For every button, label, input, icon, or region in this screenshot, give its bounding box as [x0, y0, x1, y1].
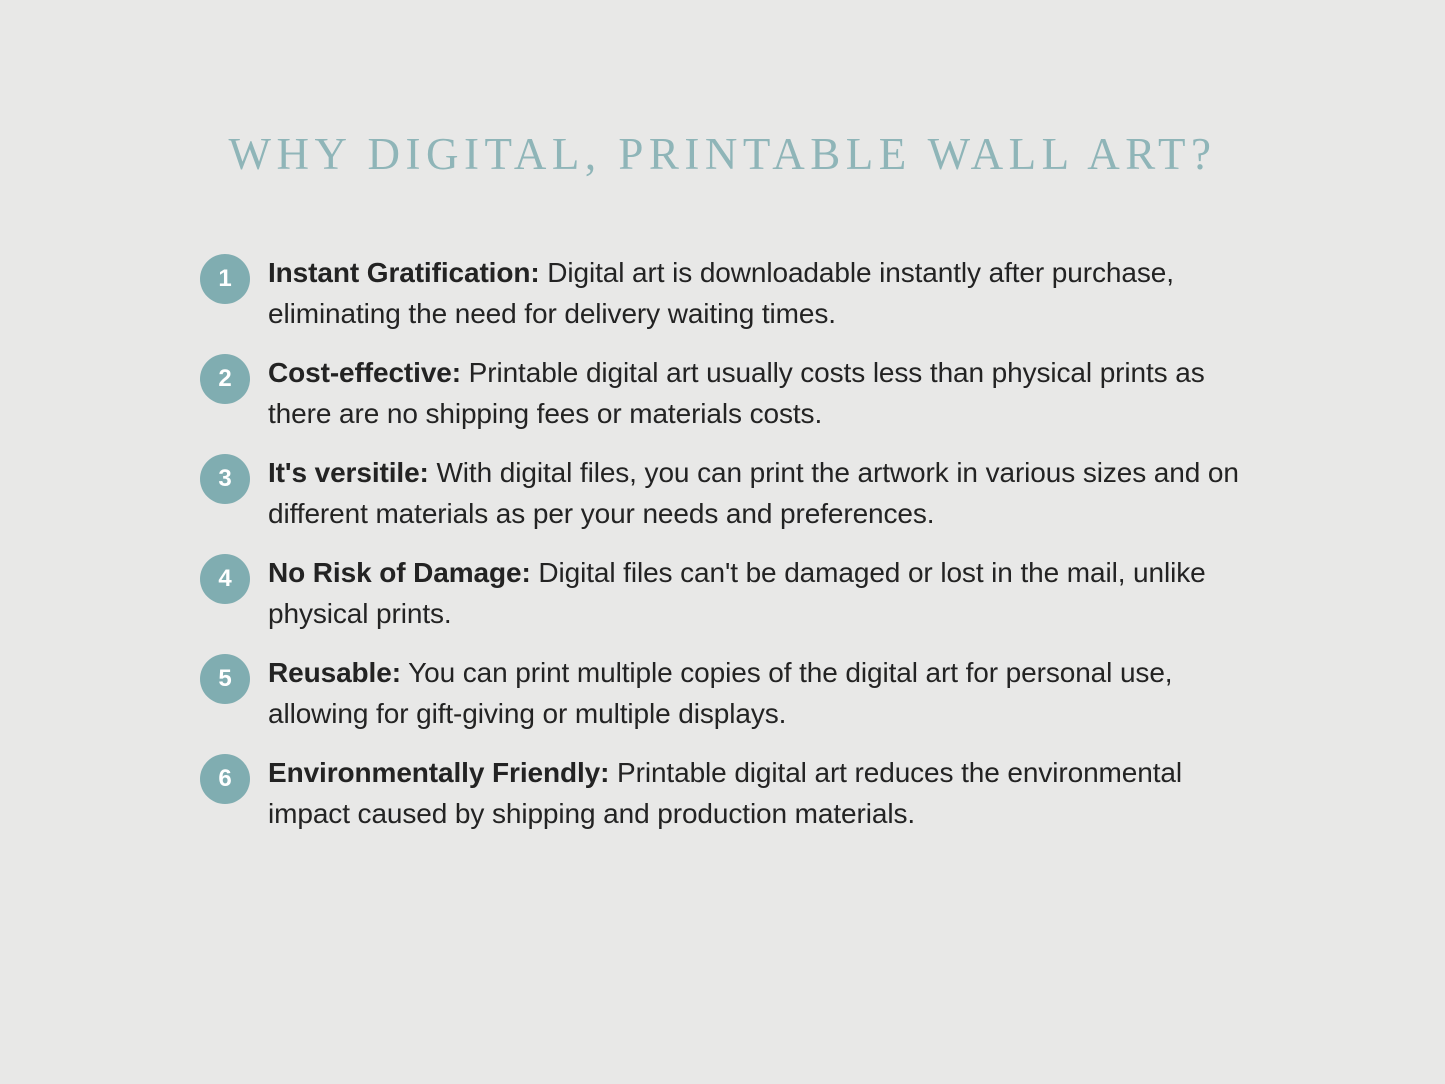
list-item-text — [268, 552, 1260, 634]
benefits-list — [200, 252, 1260, 852]
list-item-lead: Reusable: — [268, 657, 401, 688]
list-item — [200, 552, 1260, 634]
list-item-text — [268, 252, 1260, 334]
list-item-body: With digital files, you can print the artwork in various sizes and on different materials as per your needs and preferences. — [268, 457, 1239, 529]
list-item-lead: No Risk of Damage: — [268, 557, 531, 588]
list-item-body: Digital files can't be damaged or lost in the mail, unlike physical prints. — [268, 557, 1206, 629]
list-item — [200, 452, 1260, 534]
list-item — [200, 752, 1260, 834]
list-item-text — [268, 352, 1260, 434]
list-item-body: You can print multiple copies of the digital art for personal use, allowing for gift-giving or multiple displays. — [268, 657, 1173, 729]
list-item-number-badge: 3 — [200, 454, 250, 504]
list-item-text — [268, 752, 1260, 834]
list-item — [200, 652, 1260, 734]
list-item — [200, 252, 1260, 334]
list-item-lead: Cost-effective: — [268, 357, 461, 388]
list-item-number-badge: 1 — [200, 254, 250, 304]
list-item-body: Digital art is downloadable instantly after purchase, eliminating the need for delivery waiting times. — [268, 257, 1174, 329]
page-title: WHY DIGITAL, PRINTABLE WALL ART? — [228, 129, 1217, 179]
list-item-lead: Instant Gratification: — [268, 257, 540, 288]
list-item-text — [268, 652, 1260, 734]
list-item-text — [268, 452, 1260, 534]
list-item-body: Printable digital art usually costs less than physical prints as there are no shipping fees or materials costs. — [268, 357, 1205, 429]
list-item-body: Printable digital art reduces the environmental impact caused by shipping and production materials. — [268, 757, 1182, 829]
list-item-number-badge: 4 — [200, 554, 250, 604]
list-item — [200, 352, 1260, 434]
list-item-lead: It's versitile: — [268, 457, 429, 488]
list-item-number-badge: 2 — [200, 354, 250, 404]
list-item-lead: Environmentally Friendly: — [268, 757, 610, 788]
list-item-number-badge: 6 — [200, 754, 250, 804]
list-item-number-badge: 5 — [200, 654, 250, 704]
